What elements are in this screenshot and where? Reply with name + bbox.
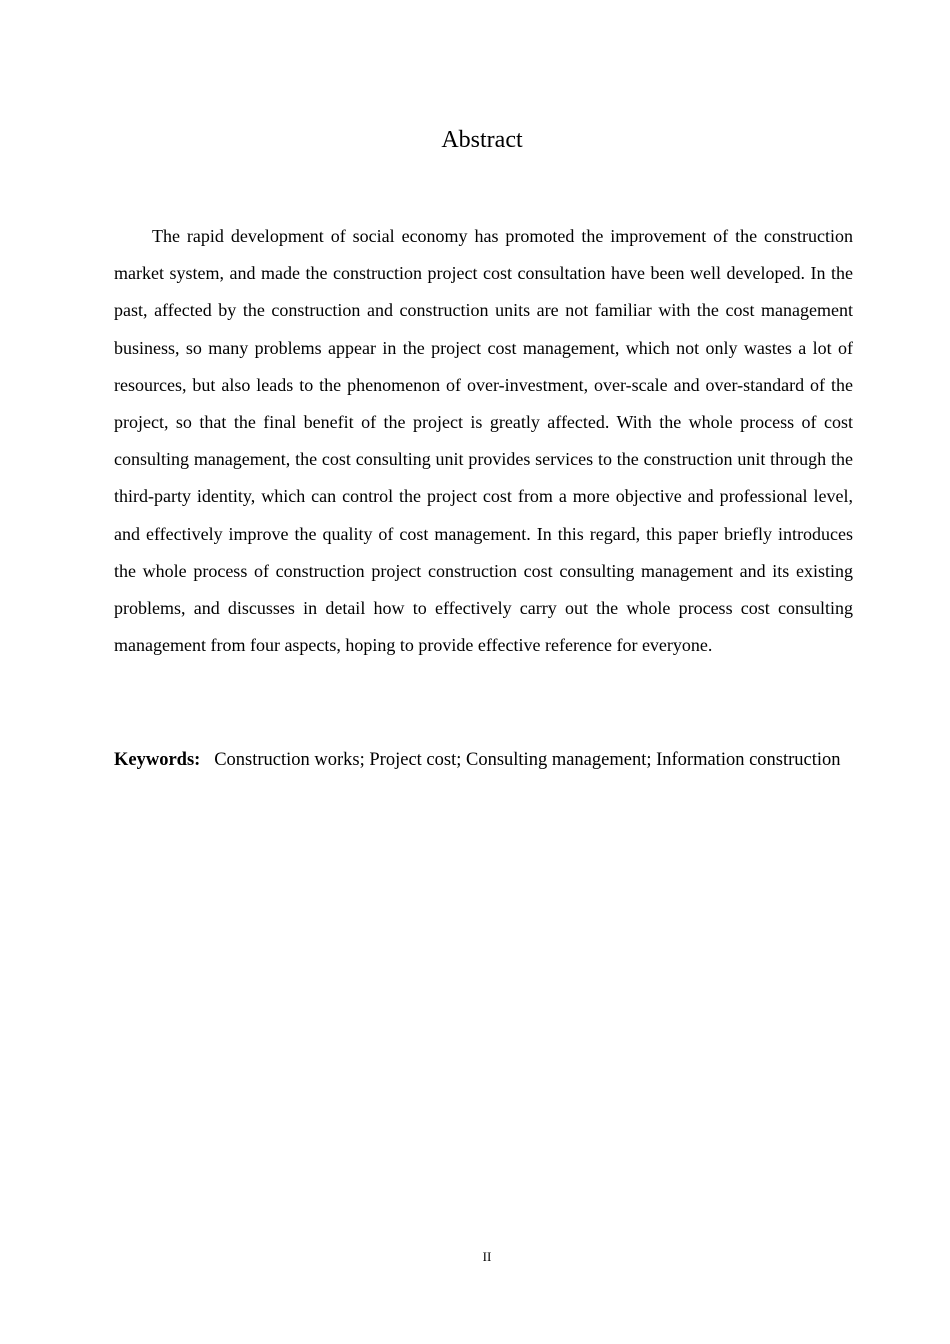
keywords-text: Construction works; Project cost; Consulting management; Information construction bbox=[214, 750, 841, 770]
page-number: II bbox=[482, 1249, 492, 1264]
keywords-label: Keywords: bbox=[114, 750, 201, 770]
abstract-title: Abstract bbox=[441, 127, 523, 153]
keywords-spacer bbox=[205, 750, 210, 770]
abstract-paragraph: The rapid development of social economy has promoted the improvement of the construction market system, and made the construction project cost consultation have been well developed. In the past, affected by the construction and construction units are not familiar with the cost management business, so many problems appear in the project cost management, which not only wastes a lot of resources, but also leads to the phenomenon of over-investment, over-scale and over-standard of the project, so that the final benefit of the project is greatly affected. With the whole process of cost consulting management, the cost consulting unit provides services to the construction unit through the third-party identity, which can control the project cost from a more objective and professional level, and effectively improve the quality of cost management. In this regard, this paper briefly introduces the whole process of construction project construction cost consulting management and its existing problems, and discusses in detail how to effectively carry out the whole process cost consulting management from four aspects, hoping to provide effective reference for everyone. bbox=[114, 226, 853, 656]
keywords-line bbox=[114, 743, 851, 778]
